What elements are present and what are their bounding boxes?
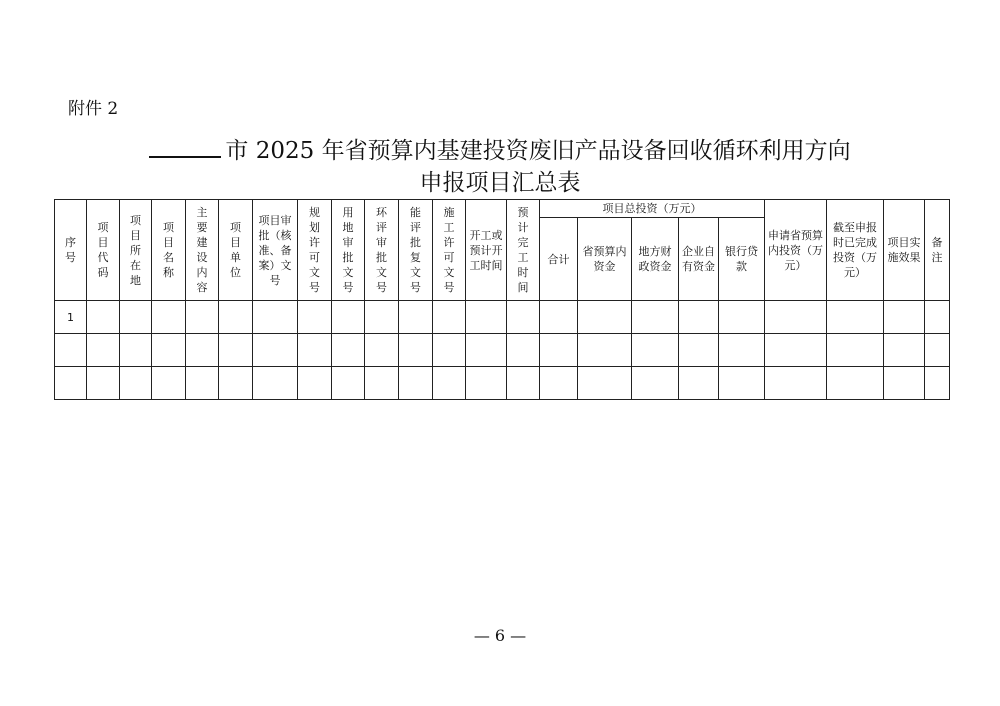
table-row — [55, 301, 950, 334]
row-seq-cell — [55, 367, 87, 400]
summary-table — [54, 199, 950, 400]
row-seq-cell — [55, 334, 87, 367]
col-env: 环评审批文号 — [365, 200, 399, 301]
title-line-1-text: 市 2025 年省预算内基建投资废旧产品设备回收循环利用方向 — [225, 138, 851, 164]
col-local: 地方财政资金 — [632, 218, 679, 301]
col-completion: 预计完工时间 — [507, 200, 540, 301]
title-line-2: 申报项目汇总表 — [419, 170, 581, 196]
col-seq: 序号 — [55, 200, 87, 301]
table-row — [55, 367, 950, 400]
col-provincial: 省预算内资金 — [578, 218, 632, 301]
col-completed: 截至申报时已完成投资（万元） — [827, 200, 884, 301]
attachment-label: 附件 2 — [68, 99, 119, 119]
col-total-group: 项目总投资（万元） — [540, 200, 765, 218]
col-start: 开工或预计开工时间 — [466, 200, 507, 301]
row-seq-cell: 1 — [55, 301, 87, 334]
table-row — [55, 334, 950, 367]
title-line-1 — [0, 134, 1000, 166]
col-energy: 能评批复文号 — [399, 200, 433, 301]
col-effect: 项目实施效果 — [884, 200, 925, 301]
col-bank: 银行贷款 — [719, 218, 765, 301]
col-remark: 备注 — [925, 200, 950, 301]
col-approval: 项目审批（核准、备案）文号 — [253, 200, 298, 301]
page-number: — 6 — — [473, 626, 527, 645]
col-planning: 规划许可文号 — [298, 200, 332, 301]
col-code: 项目代码 — [87, 200, 120, 301]
col-enterprise: 企业自有资金 — [679, 218, 719, 301]
header-row-1 — [55, 200, 950, 218]
col-location: 项目所在地 — [120, 200, 152, 301]
col-content: 主要建设内容 — [186, 200, 219, 301]
col-land: 用地审批文号 — [332, 200, 365, 301]
city-blank — [149, 134, 221, 158]
col-name: 项目名称 — [152, 200, 186, 301]
col-total: 合计 — [540, 218, 578, 301]
col-apply: 申请省预算内投资（万元） — [765, 200, 827, 301]
col-unit: 项目单位 — [219, 200, 253, 301]
col-construction: 施工许可文号 — [433, 200, 466, 301]
